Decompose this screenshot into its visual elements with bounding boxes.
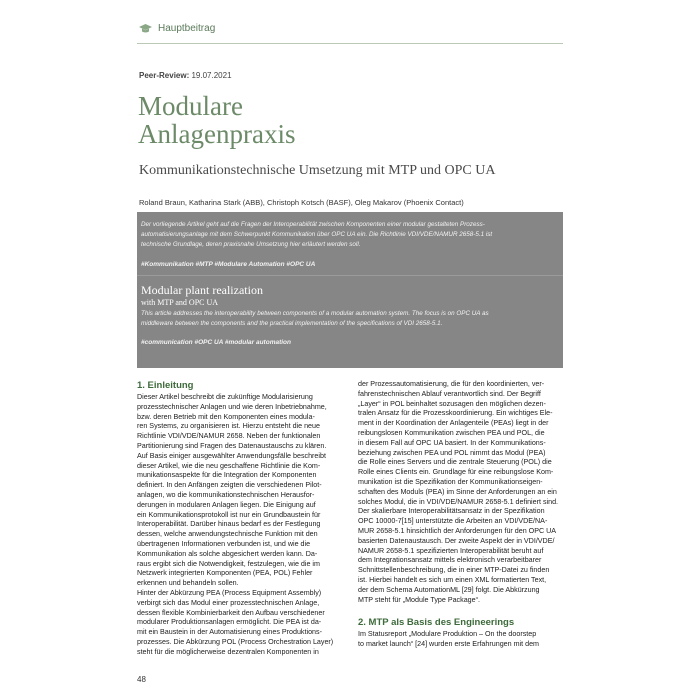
header-divider — [137, 43, 563, 44]
text-line: steht für die möglicherweise dezentralen Komponenten in — [137, 647, 319, 656]
text-line: OPC 10000-7[15] unterstützte die Arbeiten an VDI/VDE/NA- — [358, 517, 548, 526]
peer-review-label: Peer-Review: — [139, 71, 190, 80]
text-line: beziehung zwischen PEA und POL nimmt das Modul (PEA) — [358, 448, 546, 457]
english-subtitle: with MTP and OPC UA — [141, 298, 219, 307]
text-line: NAMUR 2658-5.1 spezifizierten Interoperabilität beruht auf — [358, 546, 544, 555]
text-line: der dem Schema AutomationML [29] folgt. Die Abkürzung — [358, 585, 540, 594]
section-label: Hauptbeitrag — [158, 23, 216, 34]
text-line: Der skalierbare Interoperabilitätsansatz in der Spezifikation — [358, 507, 545, 516]
text-line: übertragenen Informationen verbunden ist, und wie die — [137, 539, 311, 548]
graduation-cap-icon — [139, 24, 152, 34]
abstract-box — [137, 212, 563, 368]
text-line: Dieser Artikel beschreibt die zukünftige Modularisierung — [137, 393, 313, 401]
text-line: in diesem Fall auf OPC UA basiert. In der Kommunikations- — [358, 438, 546, 447]
text-line: prozesstechnischer Anlagen und wie deren Inbetriebnahme, — [137, 402, 327, 411]
text-line: munikation ist die Spezifikation der Kommunikationseigen- — [358, 477, 543, 486]
article-title — [138, 92, 558, 148]
text-line: Richtlinie VDI/VDE/NAMUR 2658. Neben der funktionalen — [137, 432, 321, 441]
text-line: verbirgt sich das Modul einer prozesstechnischen Anlage, — [137, 598, 320, 607]
abstract-divider — [137, 275, 563, 276]
text-line: Rolle eines Clients ein. Grundlage für eine reibungslose Kom- — [358, 468, 554, 477]
title-line-2: Anlagenpraxis — [138, 119, 296, 149]
text-line: Auf Basis einiger ausgewählter Anwendungsfälle beschreibt — [137, 451, 326, 460]
peer-review-line — [139, 71, 232, 80]
text-line: dessen, welche anwendungstechnische Funktion mit den — [137, 530, 318, 539]
text-line: Partitionierung sind Fragen des Datenaustauschs zu klären. — [137, 441, 327, 450]
page-number: 48 — [137, 675, 146, 684]
text-line: ein Kommunikationsprotokoll ist nur ein Grundbaustein für — [137, 510, 321, 519]
abstract-de-line-3: technische Grundlage, deren praxisnahe Umsetzung hier erläutert werden soll. — [141, 241, 361, 248]
text-line: munikationsaspekte für die Integration der Komponenten — [137, 471, 317, 480]
text-line: MTP steht für „Module Type Package“. — [358, 595, 480, 604]
abstract-de-tags: #Kommunikation #MTP #Modulare Automation #OPC UA — [141, 261, 316, 268]
text-line: ist. Hierbei handelt es sich um einen XML formatierten Text, — [358, 575, 547, 584]
text-line: schaften des Moduls (PEA) im Sinne der Anforderungen an ein — [358, 487, 557, 496]
text-line: mit ein Baustein in der Automatisierung eines Produktions- — [137, 628, 322, 637]
text-line: anlagen, wo die kommunikationstechnischen Herausfor- — [137, 490, 315, 499]
text-line: to market launch“ [24] wurden erste Erfahrungen mit dem — [358, 640, 539, 649]
section-header — [139, 23, 215, 34]
text-line: bzw. deren Betrieb mit den Komponenten eines modula- — [137, 412, 315, 421]
abstract-de-line-2: automatisierungsanlage mit dem Schwerpunkt Kommunikation über OPC UA ein. Die Richtlinie VDI/VDE/NAMUR 2658-5.1 ist — [141, 231, 493, 238]
text-line: tralen Ansatz für die Prozesskoordinierung. Ein wichtiges Ele- — [358, 409, 553, 418]
text-line: dessen flexible Kombinierbarkeit den Aufbau verschiedener — [137, 608, 325, 617]
text-line: die Rolle eines Servers und die zentrale Steuerung (POL) die — [358, 458, 552, 467]
abstract-en-line-2: middleware between the components and the practical implementation of the specifications of VDI 2658-5.1. — [141, 320, 443, 327]
text-line: Interoperabilität. Darüber hinaus bedarf es der Festlegung — [137, 520, 321, 529]
text-line: prozesses. Die Abkürzung POL (Process Orchestration Layer) — [137, 637, 334, 646]
text-line: dieser Artikel, wie die neu geschaffene Richtlinie die Kom- — [137, 461, 321, 470]
text-line: erkennen und behandeln sollen. — [137, 579, 239, 588]
section-heading-introduction: 1. Einleitung — [137, 380, 194, 391]
section-heading-mtp: 2. MTP als Basis des Engineerings — [358, 617, 515, 629]
text-line: Netzwerk integrierten Komponenten (PEA, POL) Fehler — [137, 569, 313, 578]
abstract-en-tags: #communication #OPC UA #modular automation — [141, 339, 292, 346]
article-subtitle: Kommunikationstechnische Umsetzung mit MTP und OPC UA — [139, 163, 496, 178]
text-line: ren Systems, zu organisieren ist. Hierzu entsteht die neue — [137, 422, 320, 431]
authors: Roland Braun, Katharina Stark (ABB), Christoph Kotsch (BASF), Oleg Makarov (Phoenix Contact) — [139, 198, 464, 207]
text-line: ment in der Koordination der Anlagenteile (PEAs) liegt in der — [358, 419, 549, 428]
text-line: raus ergibt sich die Notwendigkeit, festzulegen, wie die im — [137, 559, 320, 568]
text-line: MUR 2658-5.1 hinsichtlich der Anforderungen für den OPC UA — [358, 526, 557, 535]
text-line: derungen in modularen Anlagen liegen. Die Einigung auf — [137, 500, 316, 509]
text-line: Hinter der Abkürzung PEA (Process Equipment Assembly) — [137, 588, 322, 597]
column-right-body — [358, 380, 562, 605]
text-line: der Prozessautomatisierung, die für den koordinierten, ver- — [358, 380, 545, 388]
column-right — [358, 380, 562, 650]
text-line: solches Modul, die in VDI/VDE/NAMUR 2658-5.1 definiert sind. — [358, 497, 559, 506]
column-right-body-2 — [358, 630, 562, 650]
title-line-1: Modulare — [138, 91, 243, 121]
column-left — [137, 380, 341, 658]
text-line: Schnittstellenbeschreibung, die in einer MTP-Datei zu finden — [358, 566, 550, 575]
text-line: Kommunikation als solche abgesichert werden kann. Da- — [137, 549, 318, 558]
text-line: definiert. In den Anfängen zeigten die verschiedenen Pilot- — [137, 481, 322, 490]
text-line: modularer Produktionsanlagen ermöglicht. Die PEA ist da- — [137, 618, 322, 627]
column-left-body — [137, 393, 341, 658]
text-line: dem Integrationsansatz mittels elektronisch verarbeitbarer — [358, 556, 542, 565]
peer-review-date: 19.07.2021 — [191, 71, 232, 80]
text-line: basierten Datenaustausch. Der zweite Aspekt der in VDI/VDE/ — [358, 536, 555, 545]
text-line: reibungslosen Kommunikation zwischen PEA und POL, die — [358, 428, 545, 437]
english-title: Modular plant realization — [141, 283, 263, 297]
abstract-de-line-1: Der vorliegende Artikel geht auf die Fragen der Interoperabilität zwischen Komponenten einer modular gestalteten Prozess- — [141, 221, 485, 228]
text-line: Im Statusreport „Modulare Produktion – On the doorstep — [358, 630, 537, 639]
abstract-en-line-1: This article addresses the interoperability between components of a modular automation system. The focus is on OPC UA as — [141, 310, 489, 317]
text-line: „Layer“ in POL beinhaltet sozusagen den möglichen dezen- — [358, 399, 546, 408]
text-line: fahrenstechnischen Ablauf verantwortlich sind. Der Begriff — [358, 389, 541, 398]
